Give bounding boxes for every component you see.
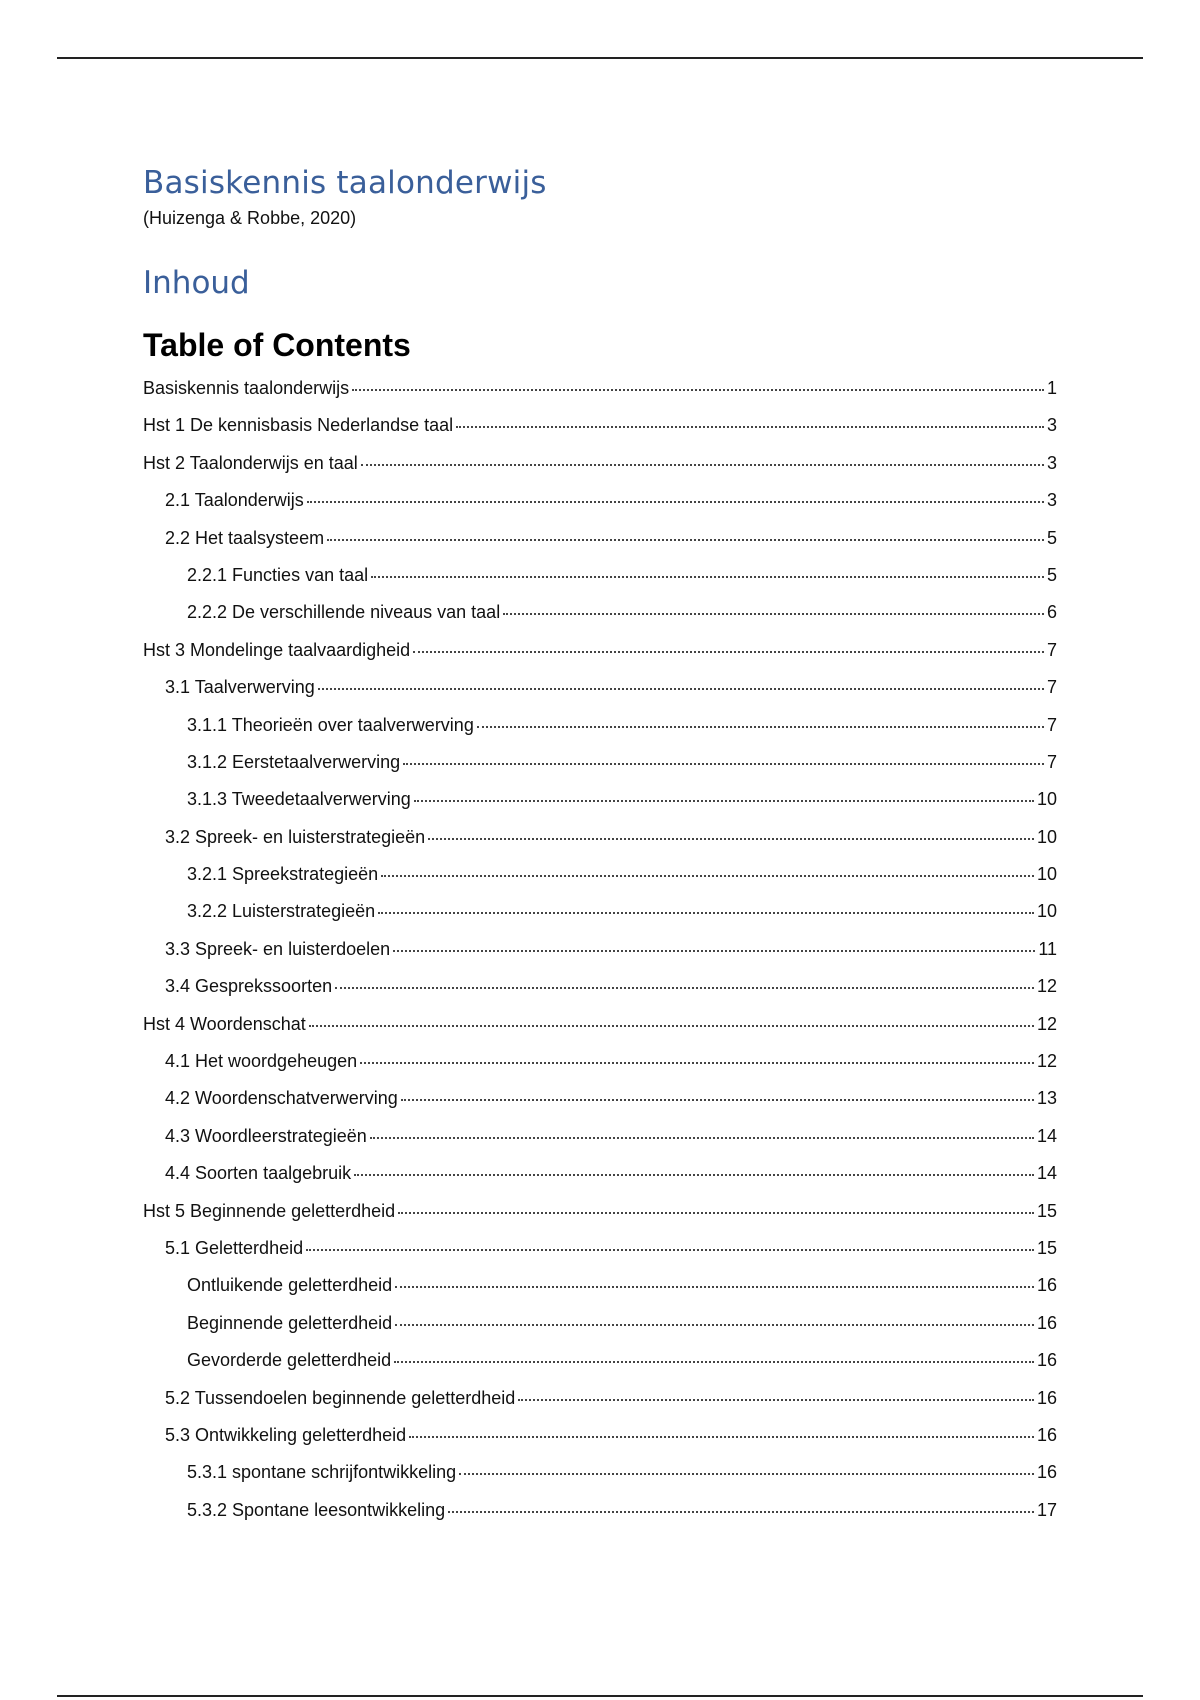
toc-entry-page-number: 14 [1036, 1163, 1057, 1184]
toc-dot-leader [401, 1099, 1034, 1101]
toc-entry-label: Hst 2 Taalonderwijs en taal [143, 452, 358, 473]
toc-dot-leader [306, 1249, 1034, 1251]
toc-entry-page-number: 12 [1036, 976, 1057, 997]
toc-entry-label: 3.4 Gesprekssoorten [165, 976, 333, 997]
toc-dot-leader [395, 1324, 1034, 1326]
toc-entry-label: 4.1 Het woordgeheugen [165, 1051, 358, 1072]
toc-dot-leader [371, 576, 1044, 578]
section-heading-inhoud: Inhoud [143, 265, 250, 301]
toc-entry[interactable] [143, 1050, 1057, 1087]
toc-entry-page-number: 7 [1046, 751, 1057, 772]
toc-dot-leader [370, 1137, 1034, 1139]
toc-entry[interactable] [143, 1312, 1057, 1349]
table-of-contents [143, 377, 1057, 1536]
toc-entry-label: 3.1 Taalverwerving [165, 677, 315, 698]
toc-entry-label: 3.1.1 Theorieën over taalverwerving [187, 714, 474, 735]
toc-dot-leader [395, 1286, 1034, 1288]
toc-entry-page-number: 16 [1036, 1387, 1057, 1408]
toc-dot-leader [414, 800, 1034, 802]
toc-entry-page-number: 15 [1036, 1200, 1057, 1221]
toc-entry-label: 5.3 Ontwikkeling geletterdheid [165, 1424, 407, 1445]
toc-entry-page-number: 10 [1036, 789, 1057, 810]
toc-entry-label: 2.2 Het taalsysteem [165, 527, 325, 548]
toc-dot-leader [381, 875, 1034, 877]
toc-entry-label: 2.2.2 De verschillende niveaus van taal [187, 602, 501, 623]
toc-entry-page-number: 11 [1038, 938, 1057, 959]
toc-entry-page-number: 1 [1046, 378, 1057, 398]
toc-entry-page-number: 3 [1046, 452, 1057, 473]
toc-entry[interactable] [143, 863, 1057, 900]
toc-entry-page-number: 5 [1046, 527, 1057, 548]
toc-entry-page-number: 12 [1036, 1051, 1057, 1072]
toc-entry-page-number: 15 [1036, 1237, 1057, 1258]
toc-entry-label: Gevorderde geletterdheid [187, 1350, 392, 1371]
toc-entry-label: 5.3.2 Spontane leesontwikkeling [187, 1499, 446, 1520]
toc-dot-leader [409, 1436, 1034, 1438]
toc-dot-leader [459, 1473, 1034, 1475]
toc-entry-page-number: 10 [1036, 826, 1057, 847]
toc-entry-page-number: 5 [1046, 564, 1057, 585]
toc-dot-leader [318, 688, 1044, 690]
toc-entry[interactable] [143, 1461, 1057, 1498]
toc-entry-page-number: 3 [1046, 490, 1057, 511]
toc-entry-label: Basiskennis taalonderwijs [143, 378, 350, 398]
toc-dot-leader [428, 838, 1034, 840]
toc-entry-label: 5.1 Geletterdheid [165, 1237, 304, 1258]
toc-entry-label: 3.2 Spreek- en luisterstrategieën [165, 826, 426, 847]
document-page [143, 164, 1057, 1536]
toc-dot-leader [403, 763, 1044, 765]
toc-entry[interactable] [143, 601, 1057, 638]
document-title: Basiskennis taalonderwijs [143, 165, 547, 201]
toc-entry[interactable] [143, 1125, 1057, 1162]
toc-entry[interactable] [143, 564, 1057, 601]
toc-entry-page-number: 16 [1036, 1275, 1057, 1296]
toc-dot-leader [477, 726, 1044, 728]
toc-dot-leader [518, 1399, 1034, 1401]
toc-entry-label: 4.4 Soorten taalgebruik [165, 1163, 352, 1184]
toc-dot-leader [335, 987, 1034, 989]
toc-entry-page-number: 17 [1036, 1499, 1057, 1520]
toc-dot-leader [448, 1511, 1034, 1513]
toc-entry[interactable] [143, 751, 1057, 788]
toc-entry[interactable] [143, 1237, 1057, 1274]
toc-entry-label: 4.2 Woordenschatverwerving [165, 1088, 398, 1109]
toc-entry-label: 5.2 Tussendoelen beginnende geletterdheid [165, 1387, 516, 1408]
toc-dot-leader [503, 613, 1044, 615]
toc-entry[interactable] [143, 1013, 1057, 1050]
toc-entry[interactable] [143, 1087, 1057, 1124]
toc-entry[interactable] [143, 1387, 1057, 1424]
toc-entry-page-number: 10 [1036, 864, 1057, 885]
toc-entry-page-number: 12 [1036, 1013, 1057, 1034]
toc-dot-leader [307, 501, 1044, 503]
citation: (Huizenga & Robbe, 2020) [143, 208, 357, 228]
toc-entry[interactable] [143, 639, 1057, 676]
toc-entry-label: Hst 5 Beginnende geletterdheid [143, 1200, 396, 1221]
toc-entry-page-number: 7 [1046, 714, 1057, 735]
toc-entry-label: 5.3.1 spontane schrijfontwikkeling [187, 1462, 457, 1483]
toc-entry-label: 3.1.2 Eerstetaalverwerving [187, 751, 401, 772]
toc-entry-page-number: 7 [1046, 639, 1057, 660]
toc-entry[interactable] [143, 676, 1057, 713]
toc-entry-label: 3.1.3 Tweedetaalverwerving [187, 789, 411, 810]
toc-entry[interactable] [143, 527, 1057, 564]
toc-dot-leader [360, 1062, 1034, 1064]
toc-entry-page-number: 13 [1036, 1088, 1057, 1109]
toc-dot-leader [394, 1361, 1034, 1363]
toc-entry[interactable] [143, 1274, 1057, 1311]
toc-entry[interactable] [143, 1162, 1057, 1199]
toc-entry-label: Hst 3 Mondelinge taalvaardigheid [143, 639, 411, 660]
toc-entry-label: 2.2.1 Functies van taal [187, 564, 369, 585]
toc-heading: Table of Contents [143, 327, 411, 363]
toc-entry[interactable] [143, 1499, 1057, 1536]
toc-entry[interactable] [143, 975, 1057, 1012]
toc-entry[interactable] [143, 938, 1057, 975]
toc-entry-page-number: 10 [1036, 901, 1057, 922]
toc-entry[interactable] [143, 714, 1057, 751]
toc-entry[interactable] [143, 1424, 1057, 1461]
toc-entry-label: Hst 1 De kennisbasis Nederlandse taal [143, 415, 454, 436]
toc-entry[interactable] [143, 788, 1057, 825]
toc-entry[interactable] [143, 414, 1057, 451]
toc-dot-leader [327, 539, 1044, 541]
toc-entry-label: 2.1 Taalonderwijs [165, 490, 304, 511]
toc-entry-label: Hst 4 Woordenschat [143, 1013, 306, 1034]
toc-dot-leader [456, 426, 1044, 428]
toc-entry-page-number: 3 [1046, 415, 1057, 436]
toc-entry-label: Ontluikende geletterdheid [187, 1275, 393, 1296]
footer-rule [57, 1695, 1143, 1697]
toc-entry[interactable] [143, 1349, 1057, 1386]
toc-entry-label: 3.2.1 Spreekstrategieën [187, 864, 379, 885]
toc-dot-leader [378, 912, 1034, 914]
header-rule [57, 57, 1143, 59]
toc-dot-leader [354, 1174, 1034, 1176]
toc-entry-page-number: 7 [1046, 677, 1057, 698]
toc-entry[interactable] [143, 1200, 1057, 1237]
toc-entry[interactable] [143, 452, 1057, 489]
toc-dot-leader [393, 950, 1035, 952]
toc-entry-page-number: 14 [1036, 1125, 1057, 1146]
toc-entry[interactable] [143, 489, 1057, 526]
toc-entry[interactable] [143, 377, 1057, 414]
toc-entry-label: 4.3 Woordleerstrategieën [165, 1125, 367, 1146]
toc-entry-page-number: 16 [1036, 1462, 1057, 1483]
toc-entry-label: 3.2.2 Luisterstrategieën [187, 901, 376, 922]
toc-entry-page-number: 16 [1036, 1312, 1057, 1333]
toc-entry-page-number: 16 [1036, 1350, 1057, 1371]
toc-entry-page-number: 16 [1036, 1424, 1057, 1445]
toc-dot-leader [361, 464, 1044, 466]
toc-dot-leader [309, 1025, 1034, 1027]
toc-dot-leader [352, 389, 1044, 391]
toc-entry[interactable] [143, 900, 1057, 937]
toc-entry[interactable] [143, 826, 1057, 863]
toc-dot-leader [413, 651, 1044, 653]
toc-entry-page-number: 6 [1046, 602, 1057, 623]
toc-entry-label: Beginnende geletterdheid [187, 1312, 393, 1333]
toc-dot-leader [398, 1212, 1034, 1214]
toc-entry-label: 3.3 Spreek- en luisterdoelen [165, 938, 391, 959]
